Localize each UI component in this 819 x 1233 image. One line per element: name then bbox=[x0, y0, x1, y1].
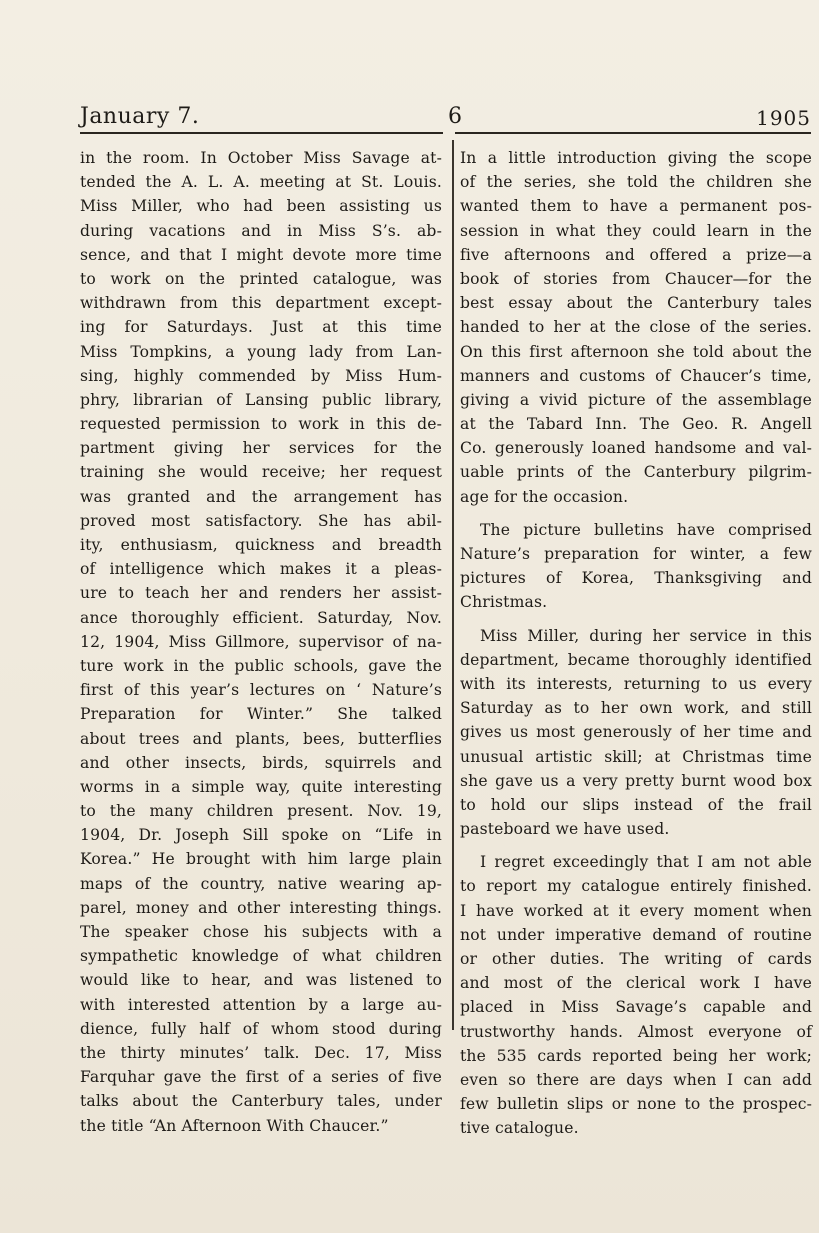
text-line: proved most satisfactory. She has abil- bbox=[80, 511, 442, 530]
text-line: Preparation for Winter.” She talked bbox=[80, 705, 442, 724]
text-line: even so there are days when I can add bbox=[460, 1070, 812, 1089]
text-line: best essay about the Canterbury tales bbox=[460, 294, 812, 313]
text-line: pictures of Korea, Thanksgiving and bbox=[460, 569, 812, 588]
text-line: Christmas. bbox=[460, 593, 548, 612]
text-line: wanted them to have a permanent pos- bbox=[460, 197, 812, 216]
paragraph-gap bbox=[460, 841, 812, 850]
text-line: parel, money and other interesting things. bbox=[80, 898, 442, 917]
text-line: 1904, Dr. Joseph Sill spoke on “Life in bbox=[80, 826, 442, 845]
text-line: not under imperative demand of routine bbox=[460, 925, 812, 944]
column-divider bbox=[452, 140, 454, 1030]
text-line: ture work in the public schools, gave the bbox=[80, 656, 442, 675]
text-line: placed in Miss Savage’s capable and bbox=[460, 998, 812, 1017]
text-line: talks about the Canterbury tales, under bbox=[80, 1092, 442, 1111]
text-line: 12, 1904, Miss Gillmore, supervisor of na- bbox=[80, 632, 442, 651]
text-line: maps of the country, native wearing ap- bbox=[80, 874, 442, 893]
text-line: Co. generously loaned handsome and val- bbox=[460, 439, 812, 458]
text-line: department, became thoroughly identified bbox=[460, 650, 812, 669]
text-line: ure to teach her and renders her assist- bbox=[80, 584, 442, 603]
text-line: at the Tabard Inn. The Geo. R. Angell bbox=[460, 415, 812, 434]
text-line: to report my catalogue entirely finished. bbox=[460, 877, 812, 896]
text-line: tive catalogue. bbox=[460, 1119, 579, 1138]
text-line: with its interests, returning to us every bbox=[460, 674, 812, 693]
text-line: The picture bulletins have comprised bbox=[480, 520, 812, 539]
text-line: to work on the printed catalogue, was bbox=[80, 269, 442, 288]
text-line: manners and customs of Chaucer’s time, bbox=[460, 366, 812, 385]
text-line: she gave us a very pretty burnt wood box bbox=[460, 771, 812, 790]
text-line: was granted and the arrangement has bbox=[80, 487, 442, 506]
text-line: of the series, she told the children she bbox=[460, 173, 812, 192]
text-line: worms in a simple way, quite interesting bbox=[80, 777, 442, 796]
text-line: the 535 cards reported being her work; bbox=[460, 1046, 812, 1065]
text-line: ance thoroughly efficient. Saturday, Nov. bbox=[80, 608, 442, 627]
text-line: I have worked at it every moment when bbox=[460, 901, 812, 920]
left-column bbox=[80, 146, 442, 1138]
text-line: unusual artistic skill; at Christmas time bbox=[460, 747, 812, 766]
text-line: during vacations and in Miss S’s. ab- bbox=[80, 221, 442, 240]
text-line: with interested attention by a large au- bbox=[80, 995, 442, 1014]
text-line: handed to her at the close of the series. bbox=[460, 318, 812, 337]
text-line: withdrawn from this department except- bbox=[80, 294, 442, 313]
text-line: to the many children present. Nov. 19, bbox=[80, 802, 442, 821]
text-line: On this first afternoon she told about the bbox=[460, 342, 812, 361]
text-line: and most of the clerical work I have bbox=[460, 974, 812, 993]
text-line: ing for Saturdays. Just at this time bbox=[80, 318, 442, 337]
text-line: in the room. In October Miss Savage at- bbox=[80, 149, 442, 167]
text-line: giving a vivid picture of the assemblage bbox=[460, 390, 812, 409]
text-line: Farquhar gave the first of a series of five bbox=[80, 1068, 442, 1087]
paragraph-gap bbox=[460, 509, 812, 518]
text-line: trustworthy hands. Almost everyone of bbox=[460, 1022, 812, 1041]
text-line: ity, enthusiasm, quickness and breadth bbox=[80, 536, 442, 554]
text-line: few bulletin slips or none to the prospec- bbox=[460, 1095, 812, 1114]
right-column bbox=[460, 146, 812, 1141]
text-line: sympathetic knowledge of what children bbox=[80, 947, 442, 966]
text-line: training she would receive; her request bbox=[80, 463, 442, 482]
text-line: about trees and plants, bees, butterflies bbox=[80, 729, 442, 748]
text-line: Saturday as to her own work, and still bbox=[460, 699, 812, 718]
text-line: to hold our slips instead of the frail bbox=[460, 795, 812, 814]
header-date: January 7. bbox=[80, 104, 200, 129]
text-line: requested permission to work in this de- bbox=[80, 415, 442, 434]
text-line: dience, fully half of whom stood during bbox=[80, 1019, 442, 1038]
text-line: gives us most generously of her time and bbox=[460, 723, 812, 742]
text-line: sing, highly commended by Miss Hum- bbox=[80, 366, 442, 385]
text-line: Nature’s preparation for winter, a few bbox=[460, 545, 812, 563]
text-line: Miss Miller, during her service in this bbox=[480, 626, 812, 645]
text-line: session in what they could learn in the bbox=[460, 221, 812, 240]
text-line: or other duties. The writing of cards bbox=[460, 950, 812, 968]
header-year: 1905 bbox=[756, 106, 811, 130]
page-number: 6 bbox=[448, 104, 462, 129]
text-line: sence, and that I might devote more time bbox=[80, 245, 442, 264]
text-line: age for the occasion. bbox=[460, 487, 629, 506]
header-rule-left bbox=[80, 132, 443, 134]
text-line: Miss Miller, who had been assisting us bbox=[80, 197, 442, 216]
text-line: five afternoons and offered a prize—a bbox=[460, 245, 812, 264]
text-line: phry, librarian of Lansing public library, bbox=[80, 390, 442, 409]
text-line: pasteboard we have used. bbox=[460, 820, 670, 839]
text-line: and other insects, birds, squirrels and bbox=[80, 753, 442, 772]
text-line: The speaker chose his subjects with a bbox=[80, 923, 442, 941]
text-line: the title “An Afternoon With Chaucer.” bbox=[80, 1116, 389, 1135]
text-line: first of this year’s lectures on ‘ Nature’s bbox=[80, 681, 442, 700]
text-line: would like to hear, and was listened to bbox=[80, 971, 442, 990]
paragraph-gap bbox=[460, 615, 812, 624]
text-line: the thirty minutes’ talk. Dec. 17, Miss bbox=[80, 1043, 442, 1062]
text-line: Miss Tompkins, a young lady from Lan- bbox=[80, 342, 442, 361]
text-line: Korea.” He brought with him large plain bbox=[80, 850, 442, 869]
text-line: partment giving her services for the bbox=[80, 439, 442, 458]
text-line: uable prints of the Canterbury pilgrim- bbox=[460, 463, 812, 482]
header-rule-right bbox=[455, 132, 811, 134]
text-line: In a little introduction giving the scope bbox=[460, 149, 812, 167]
text-line: I regret exceedingly that I am not able bbox=[480, 853, 812, 872]
text-line: tended the A. L. A. meeting at St. Louis. bbox=[80, 173, 442, 192]
text-line: book of stories from Chaucer—for the bbox=[460, 269, 812, 288]
text-line: of intelligence which makes it a pleas- bbox=[80, 560, 442, 579]
